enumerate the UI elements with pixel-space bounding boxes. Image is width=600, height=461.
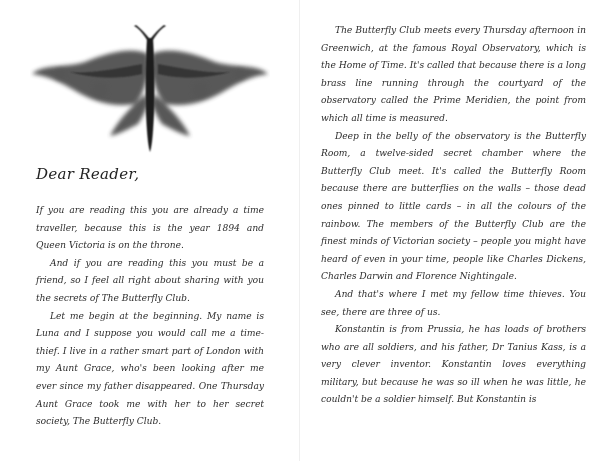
paragraph: Let me begin at the beginning. My name is Luna and I suppose you would call me a time-thief. I live in a rather smart part of London with my Aunt Grace, who's been looking after me ever since my father disappeared. One Thursday Aunt Grace took me with her to her secret society, The Butterfly Club. <box>36 311 264 428</box>
letter-greeting: Dear Reader, <box>36 165 140 183</box>
right-body-text <box>321 23 586 410</box>
paragraph: Konstantin is from Prussia, he has loads of brothers who are all soldiers, and his father, Dr Tanius Kass, is a very clever inventor. Konstantin loves everything military, but because he was so ill when he was little, he couldn't be a soldier himself. But Konstantin is <box>321 325 586 406</box>
paragraph: And if you are reading this you must be a friend, so I feel all right about sharing with you the secrets of The Butterfly Club. <box>36 258 264 304</box>
right-page <box>300 0 600 461</box>
paragraph: And that's where I met my fellow time thieves. You see, there are three of us. <box>321 289 586 318</box>
paragraph: The Butterfly Club meets every Thursday afternoon in Greenwich, at the famous Royal Observatory, which is the Home of Time. It's called that because there is a long brass line running through the courtyard of the observatory called the Prime Meridien, the point from which all time is measured. <box>321 26 586 124</box>
paragraph: Deep in the belly of the observatory is the Butterfly Room, a twelve-sided secret chamber where the Butterfly Club meet. It's called the Butterfly Room because there are butterflies on the walls – those dead ones pinned to little cards – in all the colours of the rainbow. The members of the Butterfly Club are the finest minds of Victorian society – people you might have heard of even in your time, people like Charles Dickens, Charles Darwin and Florence Nightingale. <box>321 131 586 283</box>
butterfly-inkblot-icon <box>30 24 270 154</box>
paragraph: If you are reading this you are already a time traveller, because this is the year 1894 and Queen Victoria is on the throne. <box>36 206 264 252</box>
left-body-text <box>36 203 264 432</box>
